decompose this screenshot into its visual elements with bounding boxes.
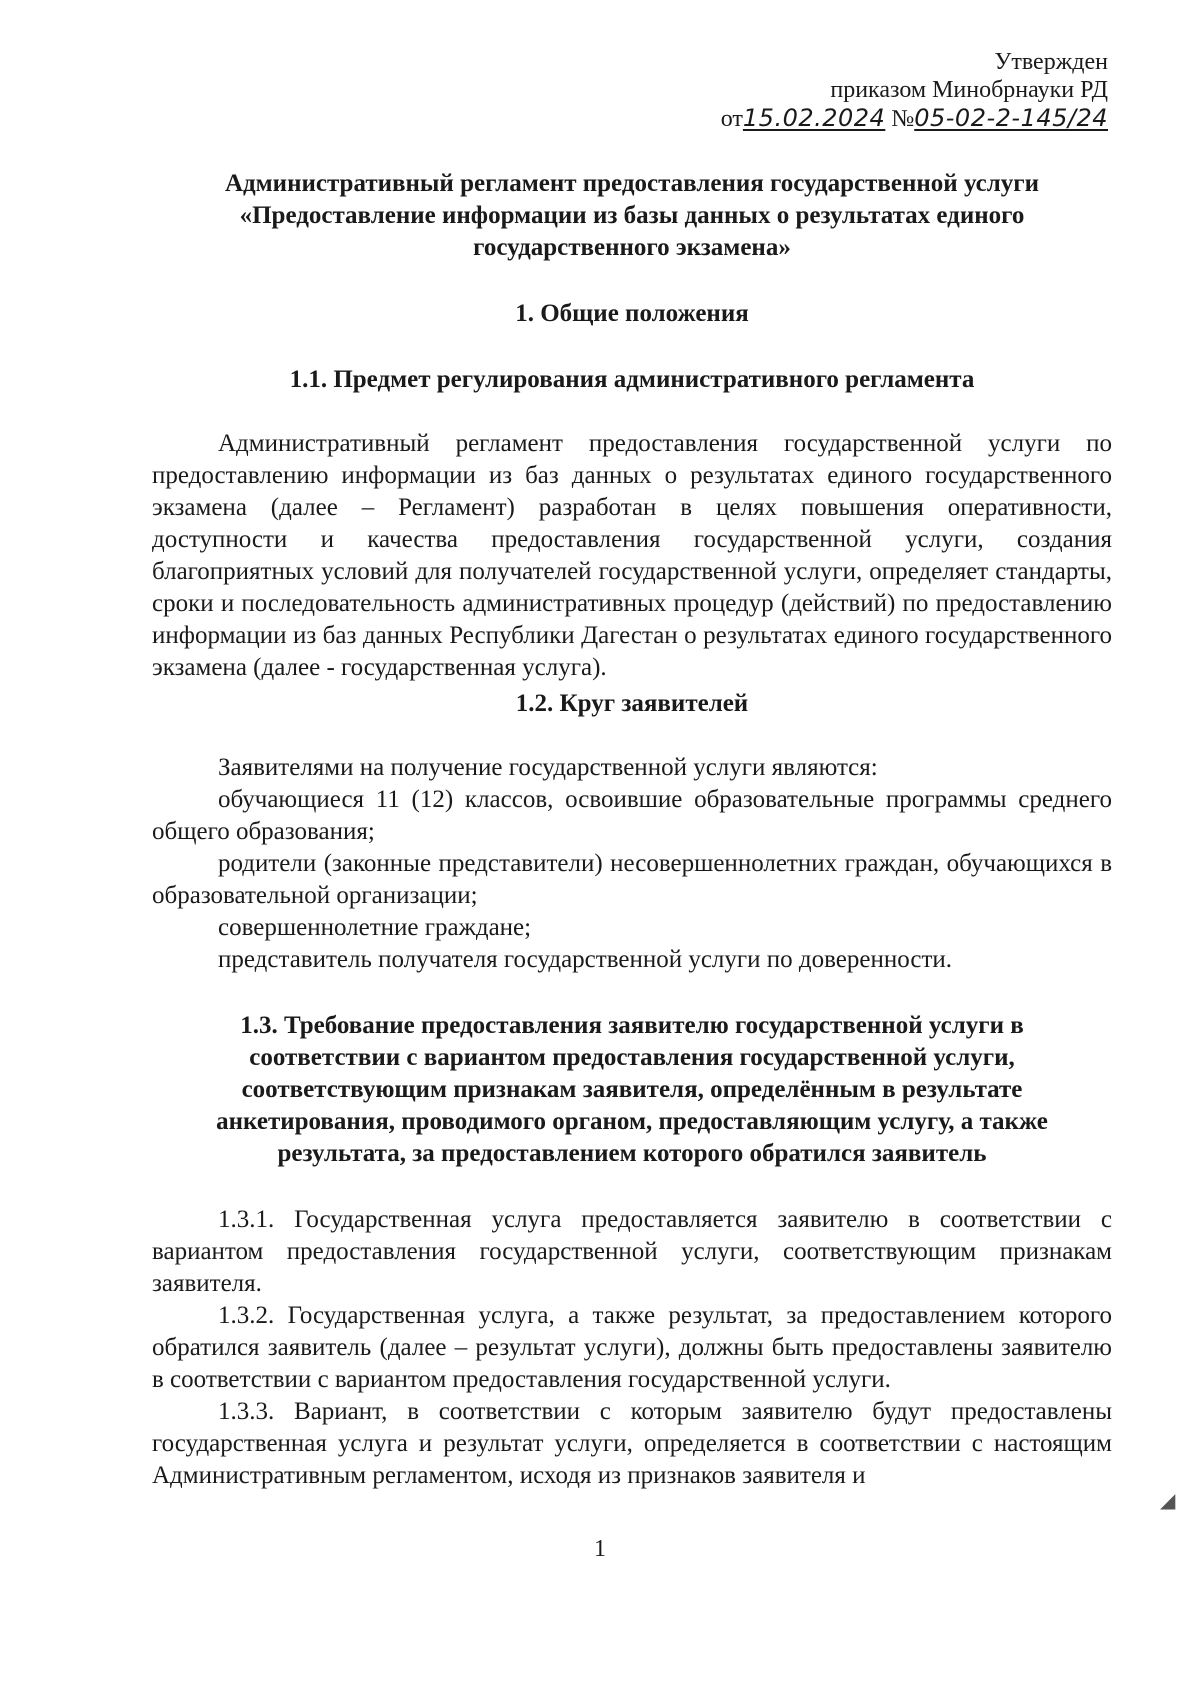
- document-title-line-2: «Предоставление информации из базы данных о результатах единого: [239, 202, 1025, 229]
- section-1-2-heading: 1.2. Круг заявителей: [515, 690, 749, 717]
- paragraph-1-3-2: 1.3.2. Государственная услуга, а также результат, за предоставлением которого обратился заявитель (далее – результат услуги), должны быть предоставлены заявителю в соответствии с вариантом предоставления государственной услуги.: [152, 1302, 1112, 1393]
- document-title-line-1: Административный регламент предоставления государственной услуги: [224, 170, 1040, 197]
- document-title-line-3: государственного экзамена»: [473, 234, 791, 261]
- approval-date: 15.02.2024: [742, 104, 886, 132]
- paragraph-1-3-1: 1.3.1. Государственная услуга предоставляется заявителю в соответствии с вариантом предоставления государственной услуги, соответствующим признакам заявителя.: [152, 1206, 1112, 1297]
- section-1-heading: 1. Общие положения: [515, 300, 749, 327]
- paragraph-1-3-3: 1.3.3. Вариант, в соответствии с которым заявителю будут предоставлены государственная услуга и результат услуги, определяется в соответствии с настоящим Административным регламентом, исходя из признаков заявителя и: [152, 1398, 1112, 1489]
- applicant-item: представитель получателя государственной услуги по доверенности.: [218, 946, 953, 973]
- approval-from-prefix: от: [720, 106, 743, 132]
- section-1-3-heading-line: результата, за предоставлением которого обратился заявитель: [277, 1140, 987, 1167]
- section-1-3-heading-line: соответствии с вариантом предоставления государственной услуги,: [249, 1044, 1015, 1071]
- section-1-1-paragraph: Административный регламент предоставления государственной услуги по предоставлению информации из баз данных о результатах единого государственного экзамена (далее – Регламент) разработан в целях повышения оперативности, доступности и качества предоставления государственной услуги, создания благоприятных условий для получателей государственной услуги, определяет стандарты, сроки и последовательность административных процедур (действий) по предоставлению информации из баз данных Республики Дагестан о результатах единого государственного экзамена (далее - государственная услуга).: [152, 430, 1112, 681]
- approval-stamp: [721, 48, 1108, 133]
- section-1-1-heading: 1.1. Предмет регулирования административного регламента: [289, 366, 975, 393]
- scan-speck-icon: ◢: [1160, 1488, 1176, 1512]
- section-1-3-heading-line: соответствующим признакам заявителя, определённым в результате: [241, 1076, 1023, 1103]
- approval-order-details: [721, 104, 1108, 133]
- page-number: 1: [594, 1536, 606, 1562]
- document-title: [152, 168, 1112, 264]
- approval-title: Утвержден: [994, 49, 1108, 75]
- applicant-item: родители (законные представители) несовершеннолетних граждан, обучающихся в образовательной организации;: [152, 850, 1112, 909]
- applicant-item: обучающиеся 11 (12) классов, освоившие образовательные программы среднего общего образования;: [152, 786, 1112, 845]
- document-body: [152, 168, 1112, 1492]
- section-1-3-heading: [152, 1010, 1112, 1170]
- applicant-item: совершеннолетние граждане;: [218, 914, 532, 941]
- section-1-3-heading-line: анкетирования, проводимого органом, предоставляющим услугу, а также: [216, 1108, 1048, 1135]
- approval-number: 05-02-2-145/24: [914, 104, 1108, 132]
- section-1-3-heading-line: 1.3. Требование предоставления заявителю государственной услуги в: [240, 1012, 1024, 1039]
- applicants-intro: Заявителями на получение государственной услуги являются:: [218, 754, 878, 781]
- approval-order-issuer: приказом Минобрнауки РД: [830, 77, 1108, 103]
- approval-number-prefix: №: [891, 106, 915, 132]
